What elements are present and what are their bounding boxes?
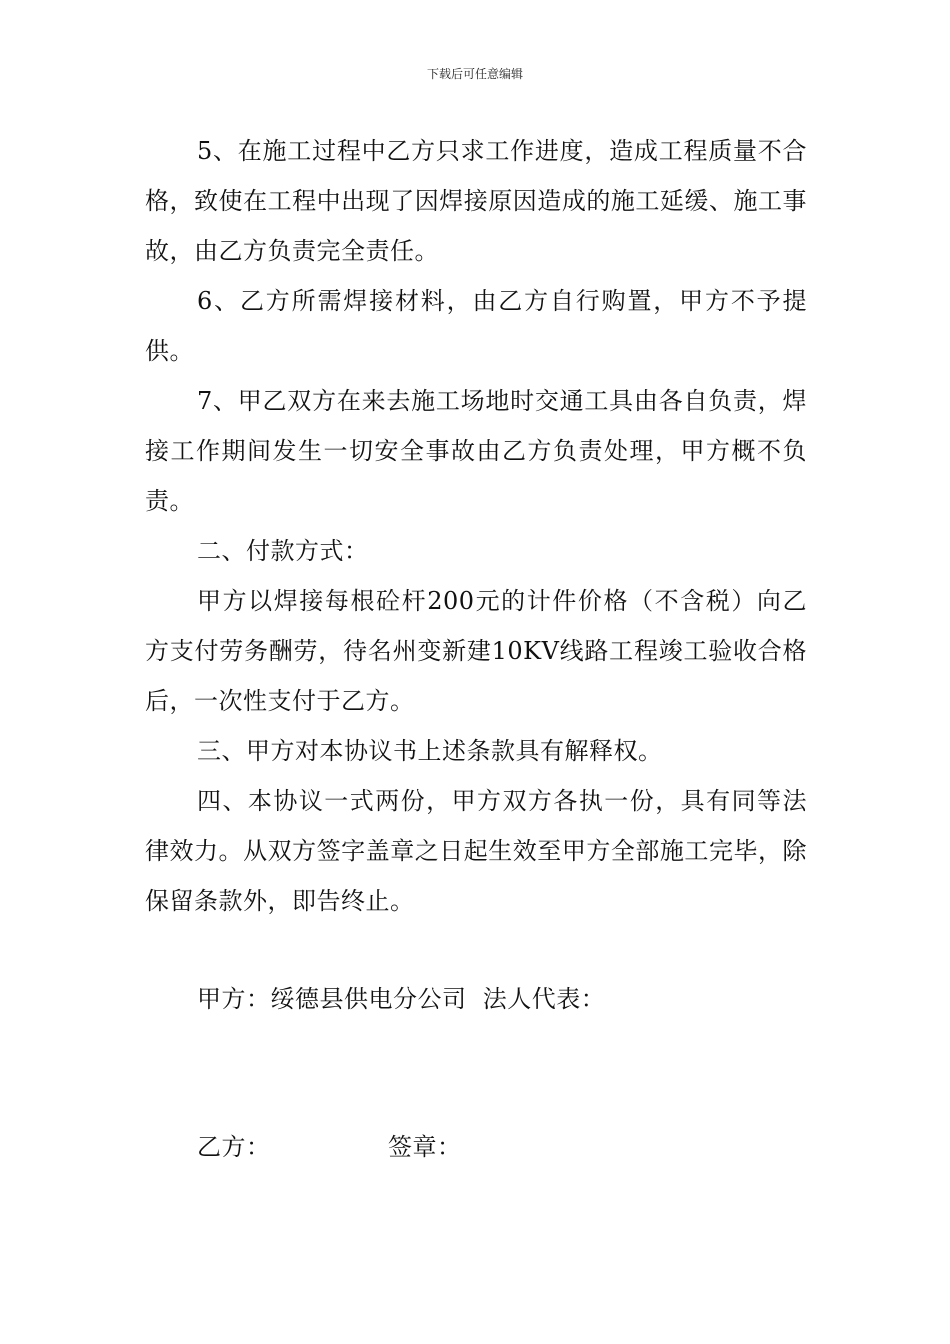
party-b-signature-line bbox=[197, 1122, 462, 1172]
clause-7: 7、甲乙双方在来去施工场地时交通工具由各自负责，焊接工作期间发生一切安全事故由乙方负责处理，甲方概不负责。 bbox=[145, 387, 807, 515]
clause-5: 5、在施工过程中乙方只求工作进度，造成工程质量不合格，致使在工程中出现了因焊接原因造成的施工延缓、施工事故，由乙方负责完全责任。 bbox=[145, 137, 807, 265]
payment-terms: 甲方以焊接每根砼杆200元的计件价格（不含税）向乙方支付劳务酬劳，待名州变新建10KV线路工程竣工验收合格后，一次性支付于乙方。 bbox=[145, 587, 807, 715]
party-a-signature-line: 甲方：绥德县供电分公司 法人代表： bbox=[197, 985, 606, 1013]
interpretation-clause: 三、甲方对本协议书上述条款具有解释权。 bbox=[197, 737, 663, 765]
page-header-note: 下载后可任意编辑 bbox=[426, 67, 523, 81]
validity-clause: 四、本协议一式两份，甲方双方各执一份，具有同等法律效力。从双方签字盖章之日起生效至甲方全部施工完毕，除保留条款外，即告终止。 bbox=[145, 787, 807, 915]
stamp-label: 签章： bbox=[388, 1133, 462, 1161]
party-b-label: 乙方： bbox=[197, 1133, 271, 1161]
payment-heading: 二、付款方式： bbox=[197, 537, 369, 565]
document-body bbox=[145, 126, 807, 926]
clause-6: 6、乙方所需焊接材料，由乙方自行购置，甲方不予提供。 bbox=[145, 287, 807, 365]
